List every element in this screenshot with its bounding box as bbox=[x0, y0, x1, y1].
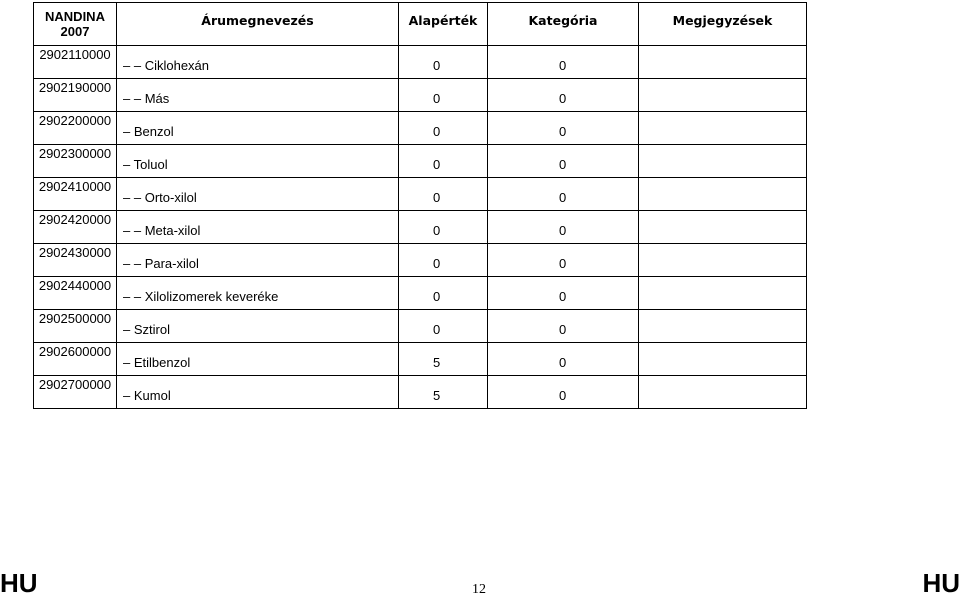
description-cell bbox=[117, 79, 399, 112]
level-dashes: – bbox=[123, 322, 131, 337]
table-row bbox=[34, 277, 807, 310]
nandina-code: 2902300000 bbox=[34, 145, 117, 178]
product-name: Ciklohexán bbox=[144, 58, 210, 73]
nandina-code: 2902410000 bbox=[34, 178, 117, 211]
category-value: 0 bbox=[559, 322, 567, 337]
header-arumegnevezes: Árumegnevezés bbox=[117, 3, 399, 46]
nandina-code: 2902440000 bbox=[34, 277, 117, 310]
table-row bbox=[34, 112, 807, 145]
level-dashes: – bbox=[123, 157, 131, 172]
description-cell bbox=[117, 376, 399, 409]
category-value: 0 bbox=[559, 91, 567, 106]
level-dashes: – bbox=[123, 388, 131, 403]
remarks-cell bbox=[639, 178, 807, 211]
description-cell bbox=[117, 145, 399, 178]
description-cell bbox=[117, 112, 399, 145]
product-name: Más bbox=[144, 91, 170, 106]
level-dashes: – bbox=[123, 355, 131, 370]
header-alapertek: Alapérték bbox=[399, 3, 488, 46]
base-rate-value: 0 bbox=[433, 91, 441, 106]
category-value: 0 bbox=[559, 157, 567, 172]
base-rate-value: 0 bbox=[433, 58, 441, 73]
remarks-cell bbox=[639, 277, 807, 310]
product-name: Etilbenzol bbox=[133, 355, 191, 370]
base-rate-value: 5 bbox=[433, 388, 441, 403]
level-dashes: – – bbox=[123, 190, 142, 205]
level-dashes: – bbox=[123, 124, 131, 139]
category-value: 0 bbox=[559, 124, 567, 139]
remarks-cell bbox=[639, 79, 807, 112]
category-value: 0 bbox=[559, 223, 567, 238]
category-value: 0 bbox=[559, 355, 567, 370]
description-cell bbox=[117, 46, 399, 79]
base-rate-value: 0 bbox=[433, 157, 441, 172]
category-value: 0 bbox=[559, 289, 567, 304]
category-value: 0 bbox=[559, 256, 567, 271]
product-name: Para-xilol bbox=[144, 256, 199, 271]
remarks-cell bbox=[639, 145, 807, 178]
base-rate-value: 0 bbox=[433, 289, 441, 304]
remarks-cell bbox=[639, 310, 807, 343]
table-row bbox=[34, 211, 807, 244]
base-rate-value: 5 bbox=[433, 355, 441, 370]
table-row bbox=[34, 178, 807, 211]
table-row bbox=[34, 145, 807, 178]
base-rate-value: 0 bbox=[433, 322, 441, 337]
page-number: 12 bbox=[472, 582, 486, 597]
remarks-cell bbox=[639, 46, 807, 79]
base-rate-value: 0 bbox=[433, 124, 441, 139]
table-row bbox=[34, 244, 807, 277]
table-row bbox=[34, 376, 807, 409]
nandina-code: 2902500000 bbox=[34, 310, 117, 343]
remarks-cell bbox=[639, 112, 807, 145]
level-dashes: – – bbox=[123, 58, 142, 73]
product-name: Xilolizomerek keveréke bbox=[144, 289, 279, 304]
description-cell bbox=[117, 178, 399, 211]
nandina-code: 2902110000 bbox=[34, 46, 117, 79]
header-megjegyzesek: Megjegyzések bbox=[639, 3, 807, 46]
table-row bbox=[34, 310, 807, 343]
product-name: Kumol bbox=[133, 388, 171, 403]
table-row bbox=[34, 46, 807, 79]
footer-country-left: HU bbox=[0, 568, 38, 598]
product-name: Meta-xilol bbox=[144, 223, 201, 238]
header-kategoria: Kategória bbox=[488, 3, 639, 46]
description-cell bbox=[117, 211, 399, 244]
product-name: Sztirol bbox=[133, 322, 170, 337]
nandina-code: 2902190000 bbox=[34, 79, 117, 112]
base-rate-value: 0 bbox=[433, 256, 441, 271]
footer-country-right: HU bbox=[922, 568, 960, 598]
level-dashes: – – bbox=[123, 256, 142, 271]
table-header-row bbox=[34, 3, 807, 46]
category-value: 0 bbox=[559, 58, 567, 73]
table-row bbox=[34, 343, 807, 376]
page-footer bbox=[0, 567, 960, 598]
nandina-code: 2902420000 bbox=[34, 211, 117, 244]
level-dashes: – – bbox=[123, 91, 142, 106]
tariff-table bbox=[33, 2, 807, 409]
description-cell bbox=[117, 343, 399, 376]
description-cell bbox=[117, 310, 399, 343]
base-rate-value: 0 bbox=[433, 223, 441, 238]
header-nandina: NANDINA 2007 bbox=[34, 3, 117, 46]
category-value: 0 bbox=[559, 388, 567, 403]
product-name: Benzol bbox=[133, 124, 174, 139]
nandina-code: 2902700000 bbox=[34, 376, 117, 409]
description-cell bbox=[117, 277, 399, 310]
category-value: 0 bbox=[559, 190, 567, 205]
nandina-code: 2902600000 bbox=[34, 343, 117, 376]
remarks-cell bbox=[639, 244, 807, 277]
remarks-cell bbox=[639, 343, 807, 376]
description-cell bbox=[117, 244, 399, 277]
nandina-code: 2902200000 bbox=[34, 112, 117, 145]
level-dashes: – – bbox=[123, 223, 142, 238]
table-body bbox=[34, 46, 807, 409]
product-name: Toluol bbox=[133, 157, 168, 172]
remarks-cell bbox=[639, 376, 807, 409]
table-row bbox=[34, 79, 807, 112]
base-rate-value: 0 bbox=[433, 190, 441, 205]
remarks-cell bbox=[639, 211, 807, 244]
level-dashes: – – bbox=[123, 289, 142, 304]
nandina-code: 2902430000 bbox=[34, 244, 117, 277]
product-name: Orto-xilol bbox=[144, 190, 197, 205]
